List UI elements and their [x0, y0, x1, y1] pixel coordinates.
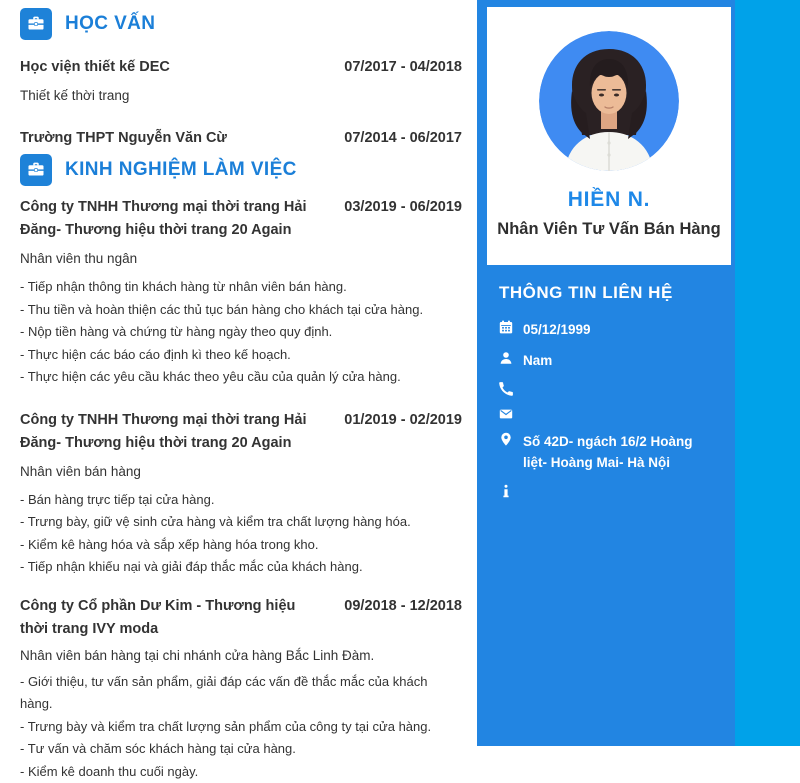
date-range: 09/2018 - 12/2018	[344, 595, 462, 618]
avatar	[539, 31, 679, 171]
duty-item: - Tiếp nhận khiếu nại và giải đáp thắc mắc của khách hàng.	[20, 556, 462, 579]
duty-item: - Tiếp nhận thông tin khách hàng từ nhân viên bán hàng.	[20, 276, 462, 299]
duty-item: - Thực hiện các báo cáo định kì theo kế hoạch.	[20, 344, 462, 367]
briefcase-icon	[20, 154, 52, 186]
contact-item-info	[499, 483, 717, 498]
duty-item: - Trưng bày và kiểm tra chất lượng sản phẩm của công ty tại cửa hàng.	[20, 716, 462, 739]
person-job-title: Nhân Viên Tư Vấn Bán Hàng	[487, 220, 731, 239]
duty-item: - Thu tiền và hoàn thiện các thủ tục bán hàng cho khách tại cửa hàng.	[20, 299, 462, 322]
duty-item: - Kiểm kê hàng hóa và sắp xếp hàng hóa trong kho.	[20, 534, 462, 557]
job-role: Nhân viên bán hàng	[20, 461, 462, 483]
school-name: Học viện thiết kế DEC	[20, 56, 325, 79]
date-range: 03/2019 - 06/2019	[344, 196, 462, 219]
study-field: Thiết kế thời trang	[20, 85, 462, 107]
section-header-education	[20, 8, 462, 40]
birthdate-value: 05/12/1999	[523, 319, 591, 340]
experience-entry	[20, 595, 462, 783]
profile-card	[487, 7, 731, 265]
duty-item: - Thực hiện các yêu cầu khác theo yêu cầu của quản lý cửa hàng.	[20, 366, 462, 389]
contact-item-email	[499, 406, 717, 421]
briefcase-icon	[20, 8, 52, 40]
section-title-education: HỌC VẤN	[65, 13, 155, 35]
experience-entry	[20, 409, 462, 579]
section-header-experience	[20, 154, 462, 186]
company-name: Công ty TNHH Thương mại thời trang Hải Đăng- Thương hiệu thời trang 20 Again	[20, 196, 325, 242]
contact-section-title: THÔNG TIN LIÊN HỆ	[499, 283, 717, 303]
contact-item-address	[499, 431, 717, 473]
section-title-experience: KINH NGHIỆM LÀM VIỆC	[65, 159, 297, 181]
contact-section	[477, 265, 735, 498]
date-range: 07/2014 - 06/2017	[344, 127, 462, 150]
education-entry	[20, 56, 462, 107]
envelope-icon	[499, 407, 513, 421]
location-pin-icon	[499, 432, 513, 446]
gender-value: Nam	[523, 350, 552, 371]
calendar-icon	[499, 320, 513, 334]
duty-item: - Giới thiệu, tư vấn sản phẩm, giải đáp các vấn đề thắc mắc của khách hàng.	[20, 671, 462, 716]
sidebar-panel	[477, 0, 735, 746]
person-name: HIỀN N.	[487, 188, 731, 212]
job-duties	[20, 489, 462, 579]
resume-sidebar	[477, 0, 800, 746]
duty-item: - Bán hàng trực tiếp tại cửa hàng.	[20, 489, 462, 512]
info-icon	[499, 484, 513, 498]
duty-item: - Trưng bày, giữ vệ sinh cửa hàng và kiểm tra chất lượng hàng hóa.	[20, 511, 462, 534]
job-role: Nhân viên thu ngân	[20, 248, 462, 270]
address-value: Số 42D- ngách 16/2 Hoàng liệt- Hoàng Mai- Hà Nội	[523, 431, 715, 473]
job-role: Nhân viên bán hàng tại chi nhánh cửa hàng Bắc Linh Đàm.	[20, 645, 462, 667]
date-range: 07/2017 - 04/2018	[344, 56, 462, 79]
job-duties	[20, 276, 462, 389]
duty-item: - Tư vấn và chăm sóc khách hàng tại cửa hàng.	[20, 738, 462, 761]
person-icon	[499, 351, 513, 365]
contact-item-birthdate	[499, 319, 717, 340]
duty-item: - Kiểm kê doanh thu cuối ngày.	[20, 761, 462, 783]
job-duties	[20, 671, 462, 783]
experience-entry	[20, 196, 462, 389]
date-range: 01/2019 - 02/2019	[344, 409, 462, 432]
school-name: Trường THPT Nguyễn Văn Cừ	[20, 127, 325, 150]
duty-item: - Nộp tiền hàng và chứng từ hàng ngày theo quy định.	[20, 321, 462, 344]
company-name: Công ty Cổ phần Dư Kim - Thương hiệu thời trang IVY moda	[20, 595, 325, 641]
contact-item-gender	[499, 350, 717, 371]
company-name: Công ty TNHH Thương mại thời trang Hải Đăng- Thương hiệu thời trang 20 Again	[20, 409, 325, 455]
phone-icon	[499, 382, 513, 396]
contact-item-phone	[499, 381, 717, 396]
education-entry	[20, 127, 462, 150]
